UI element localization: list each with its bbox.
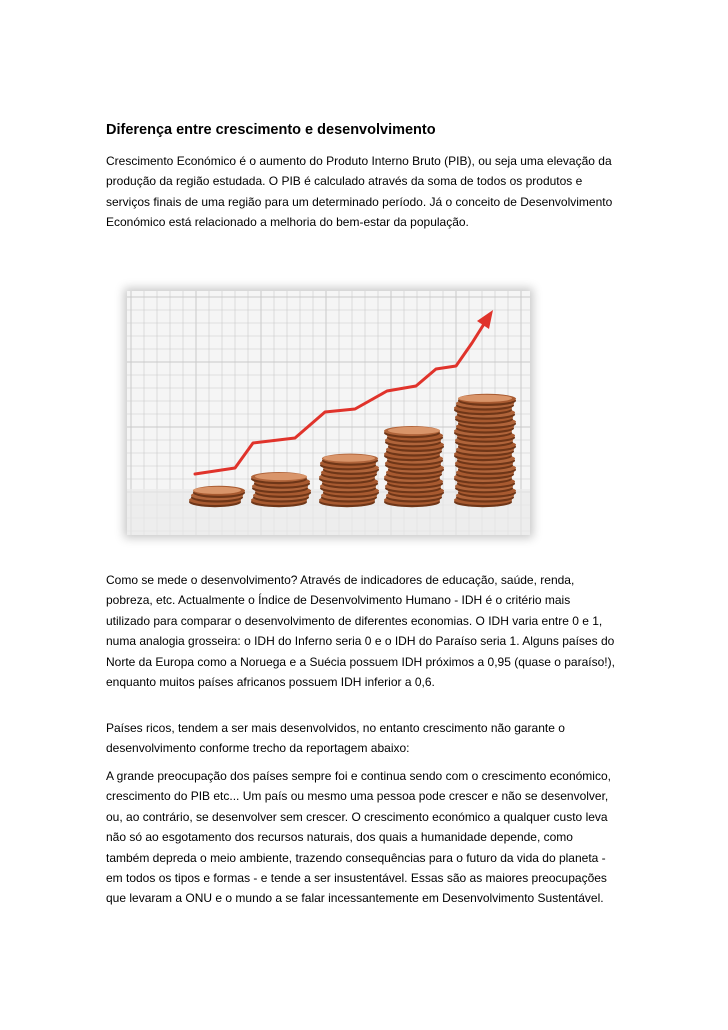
paragraph-line: produção da região estudada. O PIB é calculado através da soma de todos os produtos e (106, 174, 583, 189)
paragraph-line: desenvolvimento conforme trecho da reportagem abaixo: (106, 741, 410, 756)
paragraph-line: Como se mede o desenvolvimento? Através de indicadores de educação, saúde, renda, (106, 573, 575, 587)
paragraph-line: Económico está relacionado a melhoria do bem-estar da população. (106, 215, 469, 230)
paragraph-1 (106, 151, 626, 233)
paragraph-4 (106, 766, 626, 909)
paragraph-line: A grande preocupação dos países sempre foi e continua sendo com o crescimento económico, (106, 769, 611, 783)
paragraph-line: serviços finais de uma região para um determinado período. Já o conceito de Desenvolvimento (106, 194, 613, 209)
coin-top (323, 455, 375, 462)
paragraph-3 (106, 718, 626, 759)
paragraph-line: Países ricos, tendem a ser mais desenvolvidos, no entanto crescimento não garante o (106, 721, 565, 735)
paragraph-line: que levaram a ONU e o mundo a se falar incessantemente em Desenvolvimento Sustentável. (106, 891, 604, 906)
paragraph-line: numa analogia grosseira: o IDH do Inferno seria 0 e o IDH do Paraíso seria 1. Alguns países do (106, 634, 615, 649)
paragraph-line: também depreda o meio ambiente, trazendo consequências para o futuro da vida do planeta - (106, 850, 606, 865)
document-title: Diferença entre crescimento e desenvolvimento (106, 122, 436, 138)
paragraph-line: em todos os tipos e formas - e tende a ser insustentável. Essas são as maiores preocupações (106, 871, 607, 886)
coin-stack (189, 486, 245, 507)
paragraph-line: crescimento do PIB etc... Um país ou mesmo uma pessoa pode crescer e não se desenvolver, (106, 789, 609, 804)
coin-top (193, 487, 241, 494)
coin-top (388, 427, 440, 434)
paragraph-line: pobreza, etc. Actualmente o Índice de Desenvolvimento Humano - IDH é o critério mais (106, 593, 571, 608)
coin-stacks-photo (127, 291, 530, 535)
paragraph-line: Crescimento Económico é o aumento do Produto Interno Bruto (PIB), ou seja uma elevação da (106, 154, 612, 168)
coin-stack (319, 454, 379, 508)
coin-stack (384, 426, 444, 507)
paragraph-line: utilizado para comparar o desenvolvimento de diferentes economias. O IDH varia entre 0 e 1, (106, 613, 603, 628)
paragraph-line: ou, ao contrário, se desenvolver sem crescer. O crescimento económico a qualquer custo leva (106, 809, 608, 824)
paragraph-2 (106, 570, 626, 692)
coin-top (255, 473, 307, 480)
paragraph-line: Norte da Europa como a Noruega e a Suécia possuem IDH próximos a 0,95 (quase o paraíso!), (106, 654, 615, 669)
coin-stacks-illustration (127, 291, 530, 535)
coin-stack (251, 472, 311, 507)
paragraph-line: não só ao esgotamento dos recursos naturais, dos quais a humanidade depende, como (106, 830, 573, 845)
coin-stack (454, 394, 516, 507)
paragraph-line: enquanto muitos países africanos possuem IDH inferior a 0,6. (106, 675, 435, 690)
coin-top (458, 395, 512, 402)
